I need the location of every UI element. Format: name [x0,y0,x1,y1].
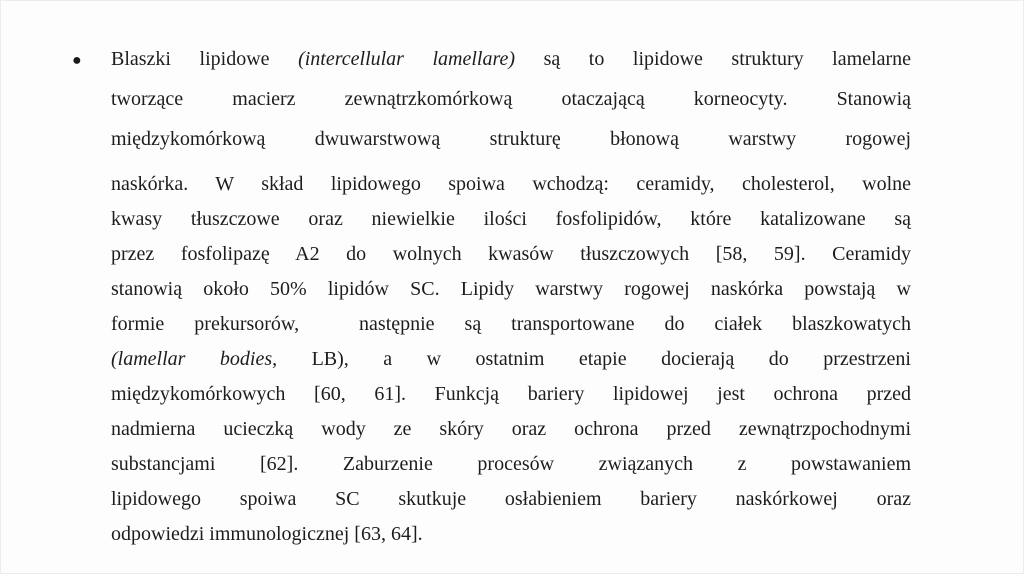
text-run: są to lipidowe struktury lamelarne [515,48,912,70]
text-run: stanowią około 50% lipidów SC. Lipidy warstwy rogowej naskórka powstają w [111,278,911,300]
text-line [111,237,911,272]
paragraph-lines [111,39,911,552]
text-line [111,272,911,307]
text-line [111,202,911,237]
text-line [111,79,911,119]
text-run: lipidowego spoiwa SC skutkuje osłabieniem bariery naskórkowej oraz [111,488,911,510]
text-run: formie prekursorów, następnie są transportowane do ciałek blaszkowatych [111,313,911,335]
text-run: międzykomórkowych [60, 61]. Funkcją bariery lipidowej jest ochrona przed [111,383,911,405]
italic-text-run: (lamellar bodies, [111,348,278,370]
bullet-marker: ● [72,52,82,69]
text-line [111,39,911,79]
text-run: naskórka. W skład lipidowego spoiwa wchodzą: ceramidy, cholesterol, wolne [111,173,911,195]
text-run: nadmierna ucieczką wody ze skóry oraz ochrona przed zewnątrzpochodnymi [111,418,911,440]
text-line [111,342,911,377]
text-run: substancjami [62]. Zaburzenie procesów związanych z powstawaniem [111,453,911,475]
text-run: LB), a w ostatnim etapie docierają do przestrzeni [277,348,911,370]
text-line [111,412,911,447]
text-run: tworzące macierz zewnątrzkomórkową otaczającą korneocyty. Stanowią [111,88,911,110]
text-line [111,377,911,412]
text-run: przez fosfolipazę A2 do wolnych kwasów tłuszczowych [58, 59]. Ceramidy [111,243,911,265]
text-run: międzykomórkową dwuwarstwową strukturę błonową warstwy rogowej [111,128,911,150]
text-line [111,167,911,202]
text-line [111,119,911,159]
italic-text-run: (intercellular lamellare) [298,48,516,70]
text-line [111,517,911,552]
text-run: kwasy tłuszczowe oraz niewielkie ilości fosfolipidów, które katalizowane są [111,208,911,230]
text-line [111,482,911,517]
text-run: odpowiedzi immunologicznej [63, 64]. [111,523,423,545]
text-run: Blaszki lipidowe [111,48,299,70]
text-line [111,447,911,482]
text-line [111,307,911,342]
